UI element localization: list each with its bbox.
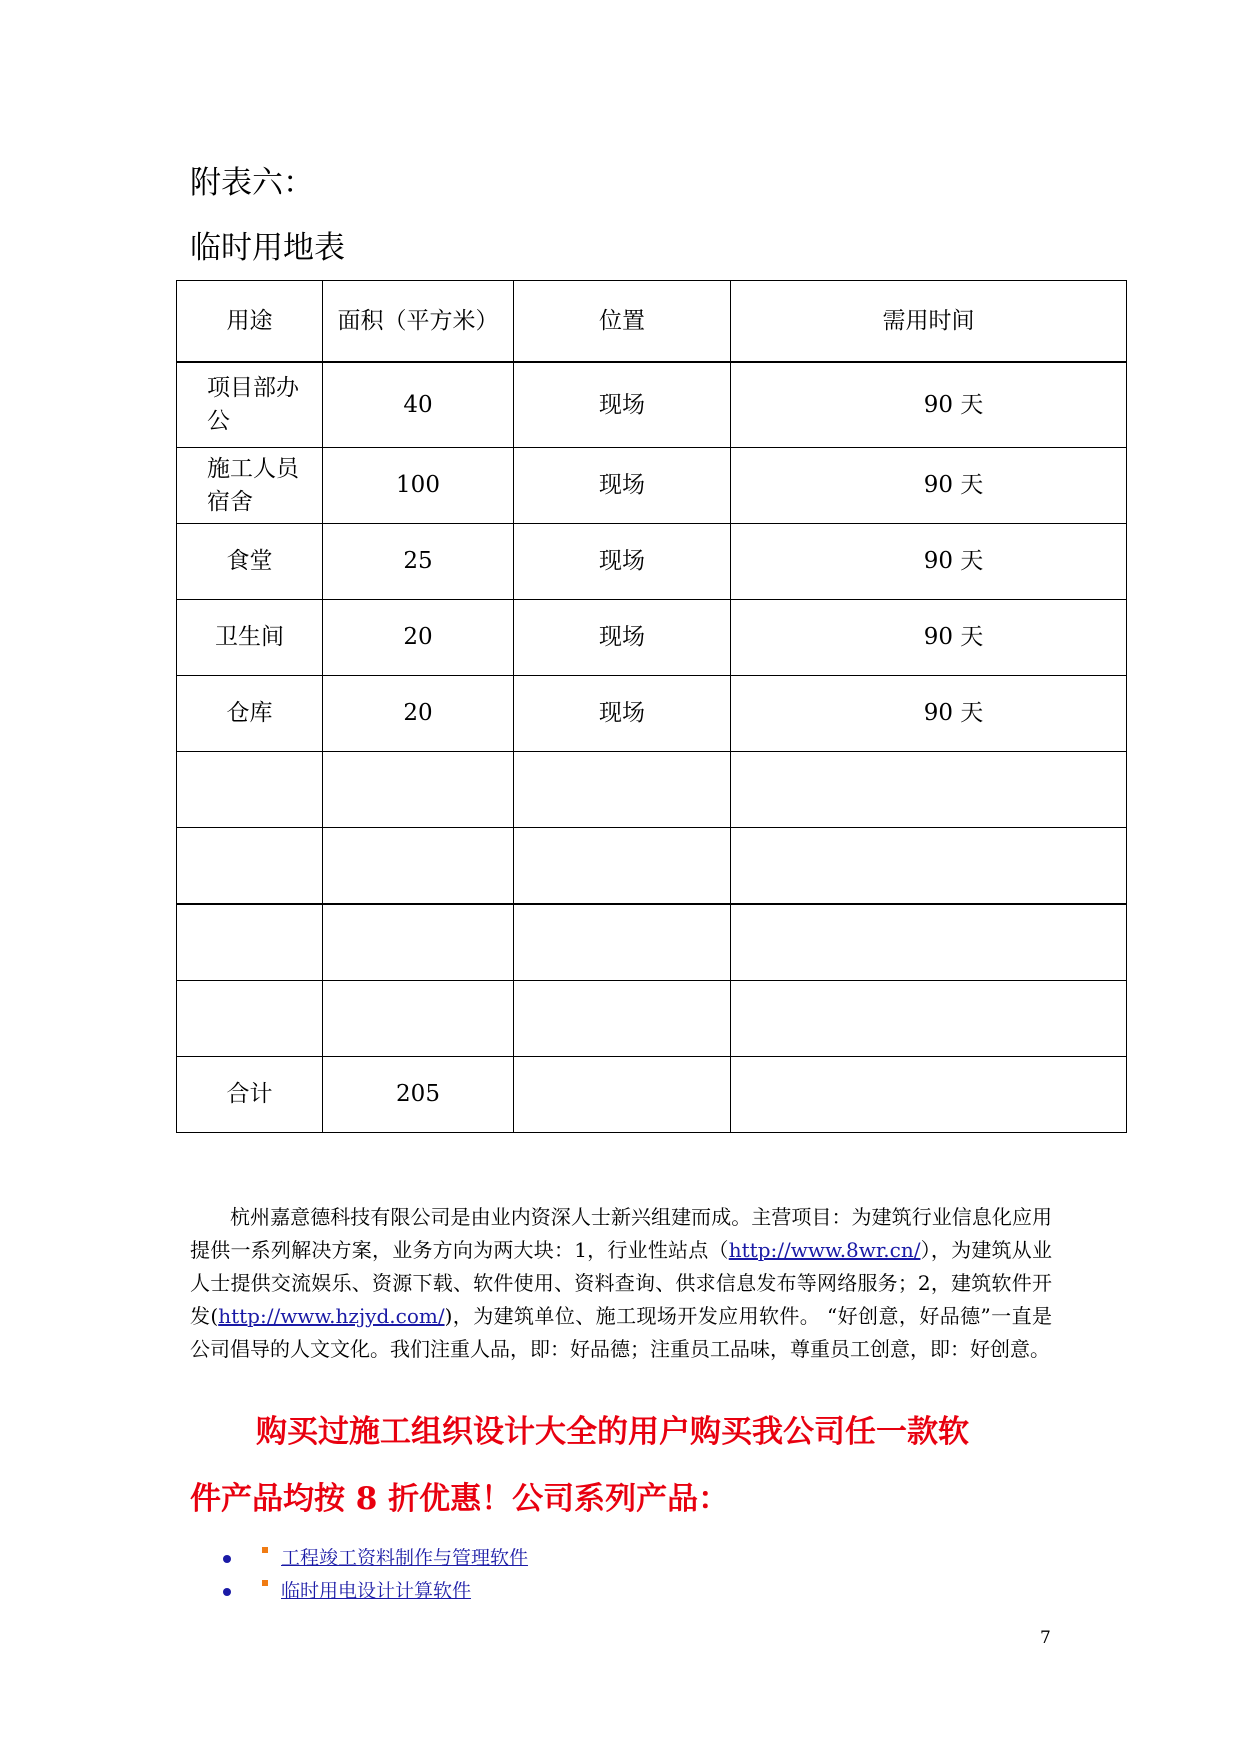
cell-time — [731, 981, 1127, 1057]
cell-use — [177, 828, 323, 905]
header-use: 用途 — [177, 281, 323, 363]
cell-use — [177, 981, 323, 1057]
site-link-hzjyd[interactable]: http://www.hzjyd.com/ — [218, 1304, 445, 1328]
cell-use — [177, 752, 323, 828]
company-intro-text — [190, 1201, 1052, 1366]
product-list — [0, 1545, 600, 1611]
land-use-table — [176, 280, 1127, 1133]
table-row — [177, 752, 1127, 828]
square-marker-icon — [262, 1547, 268, 1553]
total-time — [731, 1057, 1127, 1133]
cell-location — [514, 828, 731, 905]
table-row — [177, 904, 1127, 981]
table-row — [177, 828, 1127, 905]
cell-area — [323, 752, 514, 828]
intro-part-1: 杭州嘉意德科技有限公司是由业内资深人士新兴组建而成。主营项目：为建筑行业信息化应用提供一系列解决方案，业务方向为两大块：1，行业性站点（ — [190, 1205, 1052, 1262]
header-time: 需用时间 — [731, 281, 1127, 363]
table-total-row — [177, 1057, 1127, 1133]
cell-area: 20 — [323, 600, 514, 676]
product-link[interactable]: 工程竣工资料制作与管理软件 — [281, 1547, 529, 1569]
bullet-icon — [223, 1555, 231, 1563]
appendix-label: 附表六： — [190, 165, 314, 201]
intro-part-2: ），为建筑从业人士提供交流娱乐、资源下载、软件使用、资料查询、供求信息发布等网络服务；2，建筑软件开发( — [190, 1238, 1052, 1328]
cell-location — [514, 752, 731, 828]
table-row — [177, 600, 1127, 676]
bullet-icon — [223, 1588, 231, 1596]
cell-area: 100 — [323, 448, 514, 524]
cell-location: 现场 — [514, 600, 731, 676]
cell-time: 90 天 — [731, 362, 1127, 448]
total-location — [514, 1057, 731, 1133]
page-number: 7 — [1040, 1628, 1051, 1648]
cell-area: 40 — [323, 362, 514, 448]
cell-location: 现场 — [514, 362, 731, 448]
list-item — [0, 1545, 600, 1578]
promo-line-1: 购买过施工组织设计大全的用户购买我公司任一款软 — [256, 1414, 969, 1450]
table-row — [177, 676, 1127, 752]
cell-time: 90 天 — [731, 676, 1127, 752]
cell-use: 仓库 — [177, 676, 323, 752]
cell-area: 20 — [323, 676, 514, 752]
cell-time: 90 天 — [731, 448, 1127, 524]
promo-line-2: 件产品均按 8 折优惠！公司系列产品： — [190, 1481, 730, 1517]
cell-use: 卫生间 — [177, 600, 323, 676]
cell-area — [323, 904, 514, 981]
header-area: 面积（平方米） — [323, 281, 514, 363]
cell-time: 90 天 — [731, 600, 1127, 676]
cell-location — [514, 981, 731, 1057]
intro-part-3: )，为建筑单位、施工现场开发应用软件。 “好创意，好品德”一直是公司倡导的人文文化。我们注重人品，即：好品德；注重员工品味，尊重员工创意，即：好创意。 — [190, 1304, 1052, 1361]
total-area: 205 — [323, 1057, 514, 1133]
table-row — [177, 362, 1127, 448]
company-intro — [190, 1201, 1052, 1366]
cell-area — [323, 828, 514, 905]
cell-time: 90 天 — [731, 524, 1127, 600]
total-label: 合计 — [177, 1057, 323, 1133]
cell-use: 食堂 — [177, 524, 323, 600]
cell-location: 现场 — [514, 524, 731, 600]
cell-location — [514, 904, 731, 981]
cell-use: 项目部办公 — [177, 362, 323, 448]
header-location: 位置 — [514, 281, 731, 363]
site-link-8wr[interactable]: http://www.8wr.cn/ — [728, 1238, 921, 1262]
cell-location: 现场 — [514, 676, 731, 752]
cell-area — [323, 981, 514, 1057]
square-marker-icon — [262, 1580, 268, 1586]
cell-area: 25 — [323, 524, 514, 600]
cell-time — [731, 904, 1127, 981]
cell-location: 现场 — [514, 448, 731, 524]
table-row — [177, 981, 1127, 1057]
table-row — [177, 448, 1127, 524]
cell-time — [731, 752, 1127, 828]
cell-use — [177, 904, 323, 981]
cell-use: 施工人员宿舍 — [177, 448, 323, 524]
cell-time — [731, 828, 1127, 905]
product-link[interactable]: 临时用电设计计算软件 — [281, 1580, 472, 1602]
table-header-row — [177, 281, 1127, 363]
list-item — [0, 1578, 600, 1611]
table-row — [177, 524, 1127, 600]
table-title: 临时用地表 — [190, 230, 345, 266]
